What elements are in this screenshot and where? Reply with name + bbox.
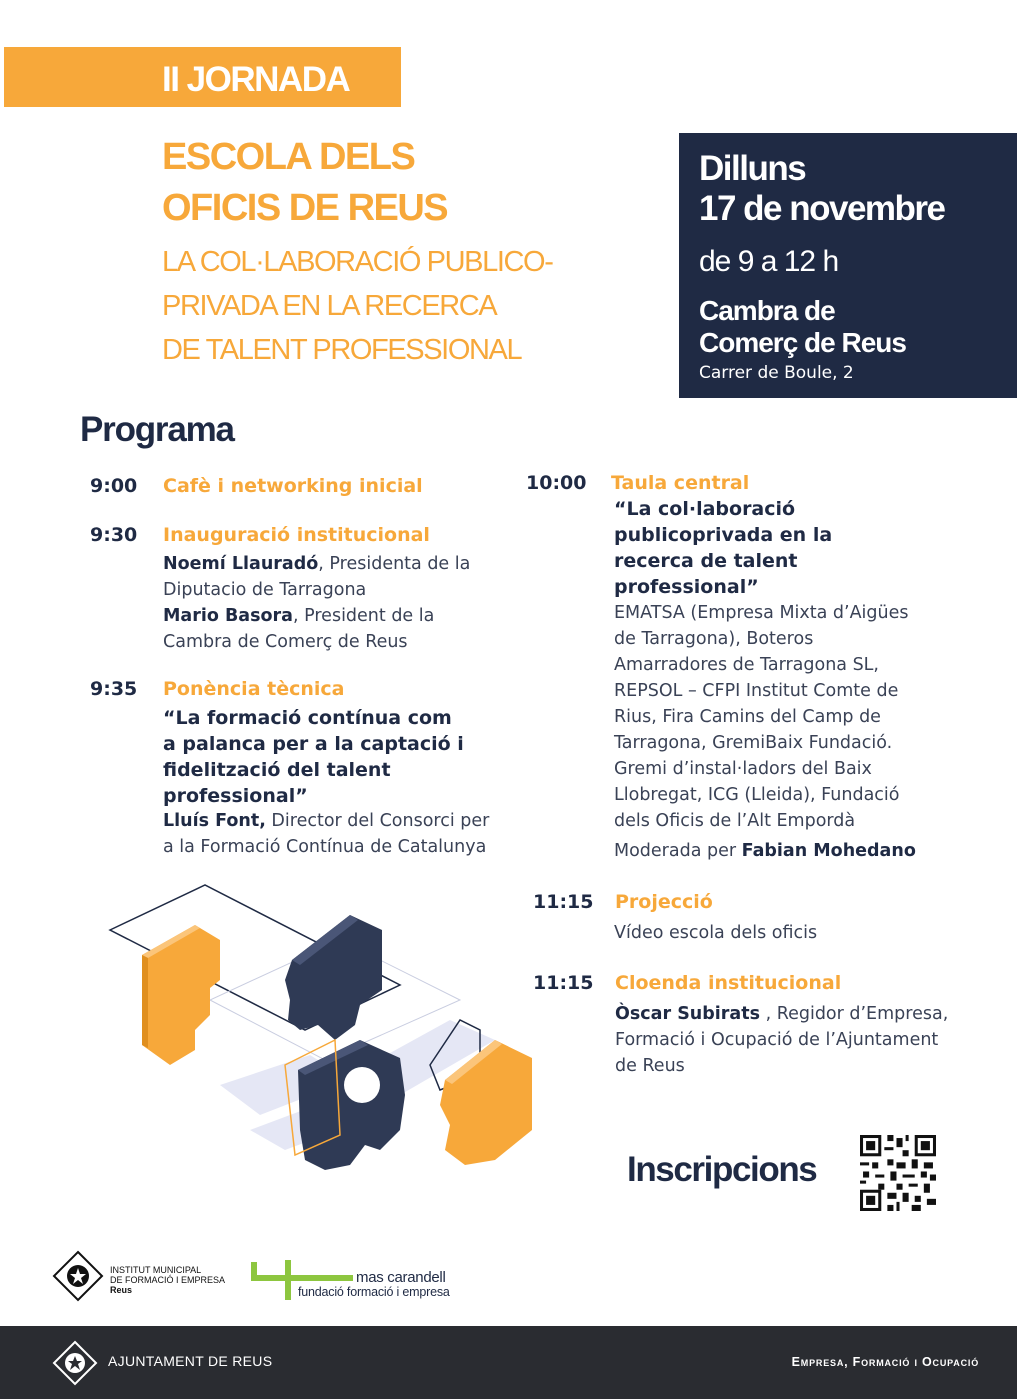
moderator-line [614,838,954,864]
banner-label: II JORNADA [162,60,350,99]
footer-organization: AJUNTAMENT DE REUS [108,1353,273,1369]
speaker-line: Formació i Ocupació de l’Ajuntament [615,1030,939,1050]
imfe-seal-icon [52,1250,104,1302]
quote-line: recerca de talent [614,550,798,572]
quote-line: fidelització del talent [163,759,391,781]
title-line: ESCOLA DELS [162,136,415,178]
speaker-name: Òscar Subirats [615,1004,761,1024]
programa-heading: Programa [80,410,234,449]
item-time: 11:15 [533,891,594,913]
participant-line: de Tarragona), Boteros [614,629,814,649]
item-title: Ponència tècnica [163,678,345,700]
speaker-line: a la Formació Contínua de Catalunya [163,837,487,857]
quote-line: “La col·laboració [614,498,796,520]
subtitle-line: LA COL·LABORACIÓ PUBLICO- [162,246,553,278]
speaker-name: Mario Basora [163,606,293,626]
event-info-box [679,133,1017,398]
speaker-role: Director del Consorci per [265,811,490,831]
event-date: 17 de novembre [699,189,945,228]
participant-line: Rius, Fira Camins del Camp de [614,707,881,727]
footer-department: Empresa, Formació i Ocupació [791,1355,979,1369]
event-address: Carrer de Boule, 2 [699,363,854,383]
item-participants [614,600,954,864]
item-time: 9:00 [90,475,138,497]
item-title: Taula central [611,472,750,494]
speaker-line: Diputacio de Tarragona [163,580,367,600]
item-speakers [615,1001,955,1079]
participant-line: Gremi d’instal·ladors del Baix [614,759,872,779]
speaker-role: , President de la [293,606,435,626]
quote-line: a palanca per a la captació i [163,733,464,755]
speaker-line: de Reus [615,1056,685,1076]
item-time: 10:00 [526,472,587,494]
place-line: Cambra de [699,295,835,326]
event-place [699,295,1009,359]
imfe-logo-text [110,1265,225,1295]
item-title: Cloenda institucional [615,972,842,994]
event-subtitle [162,240,602,372]
speaker-name: Noemí Llauradó [163,554,319,574]
moderator-name: Fabian Mohedano [741,841,916,861]
item-quote [163,705,503,809]
mas-carandell-subtitle: fundació formació i empresa [298,1285,450,1299]
title-line: OFICIS DE REUS [162,187,448,229]
item-title: Projecció [615,891,713,913]
speaker-name: Lluís Font, [163,811,266,831]
imfe-line: INSTITUT MUNICIPAL [110,1265,202,1275]
speaker-line [615,1001,955,1027]
puzzle-illustration [100,880,550,1180]
event-title [162,132,582,234]
item-quote [614,496,944,600]
participant-line: Amarradores de Tarragona SL, [614,655,879,675]
speaker-role: , Regidor d’Empresa, [760,1004,949,1024]
participant-line: EMATSA (Empresa Mixta d’Aigües [614,603,909,623]
imfe-line: DE FORMACIÓ I EMPRESA [110,1275,226,1285]
item-speakers [163,551,493,655]
speaker-role: , Presidenta de la [318,554,471,574]
participant-line: dels Oficis de l’Alt Empordà [614,811,856,831]
quote-line: professional” [163,785,308,807]
item-time: 9:30 [90,524,138,546]
place-line: Comerç de Reus [699,327,906,358]
inscripcions-label: Inscripcions [627,1150,817,1189]
quote-line: publicoprivada en la [614,524,833,546]
item-body: Vídeo escola dels oficis [614,923,818,943]
quote-line: professional” [614,576,759,598]
item-time: 9:35 [90,678,138,700]
speaker-line [163,808,503,834]
speaker-line [163,603,493,629]
event-time: de 9 a 12 h [699,245,839,278]
subtitle-line: PRIVADA EN LA RECERCA [162,290,497,322]
imfe-line: Reus [110,1285,133,1295]
moderator-prefix: Moderada per [614,841,742,861]
ajuntament-seal-icon [52,1340,98,1386]
item-time: 11:15 [533,972,594,994]
mas-carandell-name: mas carandell [356,1269,446,1286]
subtitle-line: DE TALENT PROFESSIONAL [162,334,522,366]
item-title: Inauguració institucional [163,524,430,546]
footer-bar [0,1326,1017,1399]
participant-line: Llobregat, ICG (Lleida), Fundació [614,785,900,805]
speaker-line: Cambra de Comerç de Reus [163,632,408,652]
participant-line: REPSOL – CFPI Institut Comte de [614,681,899,701]
item-speakers [163,808,503,860]
participant-line: Tarragona, GremiBaix Fundació. [614,733,893,753]
quote-line: “La formació contínua com [163,707,452,729]
event-day: Dilluns [699,149,806,188]
speaker-line [163,551,493,577]
item-title: Cafè i networking inicial [163,475,423,497]
qr-code-icon[interactable] [860,1135,936,1211]
